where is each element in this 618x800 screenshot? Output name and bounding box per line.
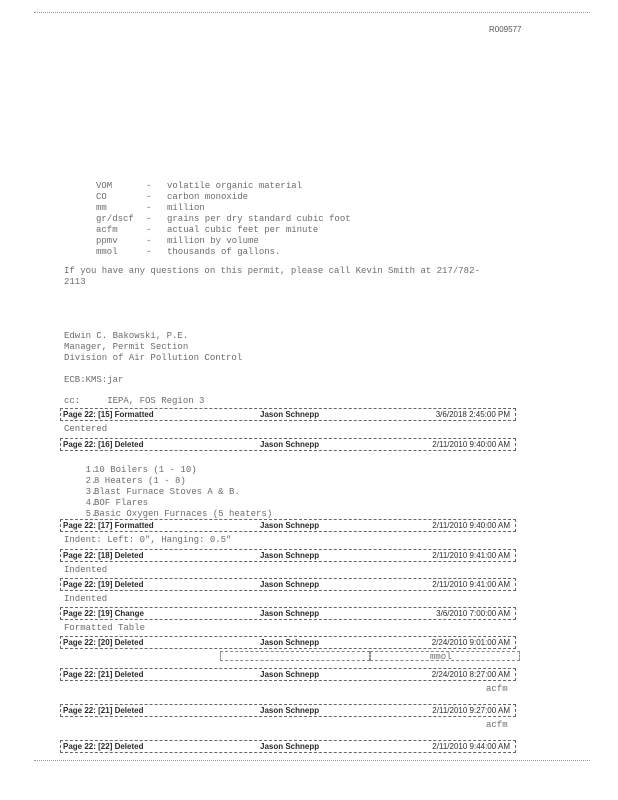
list-item-text: BOF Flares — [94, 498, 149, 508]
abbreviation-key: acfm — [96, 225, 118, 235]
revision-datetime: 2/11/2010 9:27:00 AM — [432, 706, 510, 715]
revision-datetime: 2/11/2010 9:41:00 AM — [432, 551, 510, 560]
abbreviation-key: ppmv — [96, 236, 118, 246]
revision-author: Jason Schnepp — [260, 670, 320, 679]
revision-note: Indent: Left: 0", Hanging: 0.5" — [64, 535, 232, 545]
signature-name: Edwin C. Bakowski, P.E. — [64, 331, 189, 341]
cc-line: cc: IEPA, FOS Region 3 — [64, 396, 205, 406]
revision-note: Formatted Table — [64, 623, 146, 633]
revision-bar — [60, 549, 516, 562]
revision-note-right: acfm — [486, 684, 508, 694]
abbreviation-key: CO — [96, 192, 107, 202]
revision-author: Jason Schnepp — [260, 580, 320, 589]
abbreviation-key: mm — [96, 203, 107, 213]
abbreviation-value: million — [167, 203, 205, 213]
list-item-number: 5. — [85, 509, 97, 519]
abbreviation-row — [96, 181, 303, 192]
abbreviation-separator: - — [146, 214, 152, 224]
top-dotted-rule — [34, 12, 590, 13]
abbreviation-value: carbon monoxide — [167, 192, 249, 202]
revision-label: Page 22: [15] Formatted — [63, 410, 154, 419]
revision-author: Jason Schnepp — [260, 551, 320, 560]
abbreviation-separator: - — [146, 247, 152, 257]
revision-author: Jason Schnepp — [260, 609, 320, 618]
signature-title: Manager, Permit Section — [64, 342, 189, 352]
revision-label: Page 22: [18] Deleted — [63, 551, 144, 560]
revision-note: Centered — [64, 424, 108, 434]
abbreviation-value: grains per dry standard cubic foot — [167, 214, 351, 224]
revision-datetime: 2/24/2010 9:01:00 AM — [431, 638, 510, 647]
list-item-text: 8 Heaters (1 - 8) — [94, 476, 186, 486]
abbreviation-key: VOM — [96, 181, 113, 191]
revision-datetime: 2/11/2010 9:41:00 AM — [432, 580, 510, 589]
revision-datetime: 2/11/2010 9:40:00 AM — [432, 521, 510, 530]
abbreviation-value: volatile organic material — [167, 181, 303, 191]
list-item-number: 1. — [85, 465, 97, 475]
abbreviation-separator: - — [146, 181, 152, 191]
revision-label: Page 22: [19] Change — [63, 609, 144, 618]
abbreviation-value: thousands of gallons. — [167, 247, 281, 257]
revision-author: Jason Schnepp — [260, 742, 320, 751]
abbreviation-key: gr/dscf — [96, 214, 134, 224]
signature-division: Division of Air Pollution Control — [64, 353, 243, 363]
revision-label: Page 22: [21] Deleted — [63, 670, 144, 679]
revision-bar — [60, 740, 516, 753]
revision-label: Page 22: [22] Deleted — [63, 742, 144, 751]
abbreviation-row — [96, 247, 281, 258]
list-item-text: Blast Furnace Stoves A & B. — [94, 487, 240, 497]
abbreviation-separator: - — [146, 203, 152, 213]
list-item-text: 10 Boilers (1 - 10) — [94, 465, 197, 475]
revision-datetime: 2/11/2010 9:40:00 AM — [432, 440, 510, 449]
initials-line: ECB:KMS:jar — [64, 375, 124, 385]
abbreviation-row — [96, 203, 205, 214]
abbreviation-separator: - — [146, 225, 152, 235]
abbreviation-separator: - — [146, 236, 152, 246]
abbreviation-separator: - — [146, 192, 152, 202]
revision-bar — [60, 704, 516, 717]
revision-bar — [60, 408, 516, 421]
revision-label: Page 22: [17] Formatted — [63, 521, 154, 530]
revision-bar — [60, 578, 516, 591]
abbreviation-value: million by volume — [167, 236, 259, 246]
abbreviation-row — [96, 192, 249, 203]
list-item-number: 4. — [85, 498, 97, 508]
abbreviation-row — [96, 236, 259, 247]
abbreviation-row — [96, 225, 319, 236]
revision-label: Page 22: [20] Deleted — [63, 638, 144, 647]
revision-label: Page 22: [21] Deleted — [63, 706, 144, 715]
abbreviation-row — [96, 214, 351, 225]
revision-bar — [60, 438, 516, 451]
table-cell-fragment — [220, 651, 370, 661]
revision-datetime: 2/24/2010 8:27:00 AM — [431, 670, 510, 679]
revision-bar — [60, 668, 516, 681]
revision-label: Page 22: [16] Deleted — [63, 440, 144, 449]
revision-author: Jason Schnepp — [260, 638, 320, 647]
revision-label: Page 22: [19] Deleted — [63, 580, 144, 589]
revision-author: Jason Schnepp — [260, 410, 320, 419]
questions-text-line2: 2113 — [64, 277, 86, 287]
revision-author: Jason Schnepp — [260, 521, 320, 530]
revision-datetime: 3/6/2018 2:45:00 PM — [435, 410, 510, 419]
revision-note: Indented — [64, 565, 108, 575]
abbreviation-value: actual cubic feet per minute — [167, 225, 319, 235]
revision-note: Indented — [64, 594, 108, 604]
abbreviation-key: mmol — [96, 247, 118, 257]
revision-note-right: mmol — [430, 652, 452, 662]
list-item-number: 2. — [85, 476, 97, 486]
revision-bar — [60, 607, 516, 620]
revision-note-right: acfm — [486, 720, 508, 730]
revision-bar — [60, 519, 516, 532]
list-item-text: Basic Oxygen Furnaces (5 heaters) — [94, 509, 273, 519]
questions-text-line1: If you have any questions on this permit, please call Kevin Smith at 217/782- — [64, 266, 480, 276]
bates-number: R009577 — [489, 25, 522, 34]
bottom-dotted-rule — [34, 760, 590, 761]
revision-bar — [60, 636, 516, 649]
revision-author: Jason Schnepp — [260, 706, 320, 715]
list-item-number: 3. — [85, 487, 97, 497]
revision-datetime: 2/11/2010 9:44:00 AM — [432, 742, 510, 751]
revision-datetime: 3/6/2010 7:00:00 AM — [436, 609, 510, 618]
revision-author: Jason Schnepp — [260, 440, 320, 449]
